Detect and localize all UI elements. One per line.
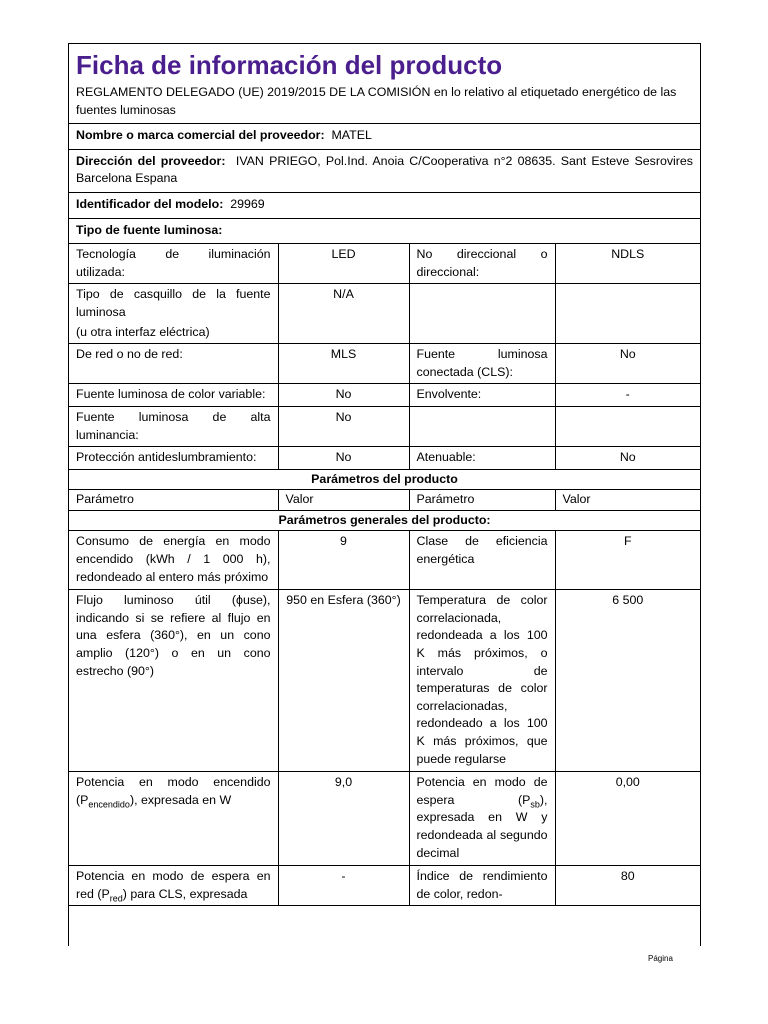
title-row — [69, 44, 700, 124]
general-row-label-2: Clase de eficiencia energética — [409, 531, 555, 590]
supplier-address-label: Dirección del proveedor: — [76, 153, 226, 168]
general-row-value-2: 6 500 — [555, 590, 700, 772]
source-row — [69, 406, 700, 446]
general-row-label-2: Potencia en modo de espera $(P_{sb})$, expresada en W y redondeada al segundo decimal — [409, 772, 555, 866]
source-row-value-2: No — [555, 344, 700, 384]
general-row-label-2: Temperatura de color correlacionada, redondeada a los 100 K más próximos, o intervalo de temperaturas de color correlacionadas, redondeado a los 100 K más próximos, que puede regularse — [409, 590, 555, 772]
source-row-value: No — [278, 447, 409, 470]
params-heading: Parámetros del producto — [69, 469, 700, 490]
source-row-label-2 — [409, 284, 555, 344]
page-title: Ficha de información del producto — [76, 50, 503, 80]
source-row-value-2 — [555, 406, 700, 446]
model-id-label: Identificador del modelo: — [76, 196, 224, 211]
source-row — [69, 447, 700, 470]
source-row-label-2 — [409, 406, 555, 446]
source-row-value: LED — [278, 244, 409, 284]
source-row-value: No — [278, 384, 409, 407]
source-row-value: N/A — [278, 284, 409, 344]
supplier-name-label: Nombre o marca comercial del proveedor: — [76, 128, 325, 143]
params-heading-row — [69, 469, 700, 490]
general-heading: Parámetros generales del producto: — [69, 510, 700, 531]
source-row-label: Fuente luminosa de alta luminancia: — [69, 406, 278, 446]
general-heading-row — [69, 510, 700, 531]
params-header-row — [69, 490, 700, 511]
general-row-value-2: 0,00 — [555, 772, 700, 866]
supplier-address-value: IVAN PRIEGO, Pol.Ind. Anoia C/Cooperativa n°2 08635. Sant Esteve Sesrovires Barcelona Espana — [76, 153, 693, 186]
general-row-value: 9,0 — [278, 772, 409, 866]
supplier-name-row — [69, 124, 700, 150]
general-row-label: Potencia en modo de espera en red $(P_{red})$ para CLS, expresada — [69, 866, 278, 906]
general-row-value-2: 80 — [555, 866, 700, 906]
params-header-parameter-2: Parámetro — [409, 490, 555, 511]
product-info-table — [69, 43, 700, 906]
source-type-heading: Tipo de fuente luminosa: — [69, 218, 700, 244]
source-row-value-2: No — [555, 447, 700, 470]
general-row — [69, 590, 700, 772]
source-row — [69, 384, 700, 407]
source-row-label — [69, 284, 278, 344]
params-header-parameter: Parámetro — [69, 490, 278, 511]
general-row — [69, 531, 700, 590]
regulation-text: REGLAMENTO DELEGADO (UE) 2019/2015 DE LA COMISIÓN en lo relativo al etiquetado energético de las fuentes luminosas — [76, 85, 677, 117]
source-row-value-2 — [555, 284, 700, 344]
general-row-label-2: Índice de rendimiento de color, redon- — [409, 866, 555, 906]
source-row-value: MLS — [278, 344, 409, 384]
params-header-value-2: Valor — [555, 490, 700, 511]
source-row — [69, 344, 700, 384]
source-row-label-2: Atenuable: — [409, 447, 555, 470]
source-row — [69, 244, 700, 284]
general-row-value: - — [278, 866, 409, 906]
source-row-value-2: - — [555, 384, 700, 407]
supplier-address-row — [69, 149, 700, 192]
general-row-label: Consumo de energía en modo encendido (kWh / 1 000 h), redondeado al entero más próximo — [69, 531, 278, 590]
params-header-value: Valor — [278, 490, 409, 511]
general-row-value: 950 en Esfera (360°) — [278, 590, 409, 772]
source-row-label-2: Fuente luminosa conectada (CLS): — [409, 344, 555, 384]
source-row-label-note: (u otra interfaz eléctrica) — [76, 324, 210, 339]
general-row — [69, 866, 700, 906]
general-row — [69, 772, 700, 866]
source-row-label: Fuente luminosa de color variable: — [69, 384, 278, 407]
general-row-label: Flujo luminoso útil (ϕuse), indicando si se refiere al flujo en una esfera (360°), en un cono amplio (120°) o en un cono estrecho (90°) — [69, 590, 278, 772]
model-id-row — [69, 192, 700, 218]
source-row — [69, 284, 700, 344]
source-row-label-2: Envolvente: — [409, 384, 555, 407]
general-row-value-2: F — [555, 531, 700, 590]
source-type-heading-row — [69, 218, 700, 244]
source-row-label: Protección antideslumbramiento: — [69, 447, 278, 470]
source-row-label: Tecnología de iluminación utilizada: — [69, 244, 278, 284]
page-footer: Página — [648, 954, 673, 963]
general-row-label: Potencia en modo encendido $(P_{encendido})$, expresada en W — [69, 772, 278, 866]
source-row-label-line: Tipo de casquillo de la fuente luminosa — [76, 287, 271, 319]
supplier-name-value: MATEL — [331, 128, 372, 143]
product-info-sheet — [68, 43, 701, 946]
model-id-value: 29969 — [230, 196, 265, 211]
source-row-value: No — [278, 406, 409, 446]
general-row-value: 9 — [278, 531, 409, 590]
source-row-label-2: No direccional o direccional: — [409, 244, 555, 284]
source-row-label: De red o no de red: — [69, 344, 278, 384]
source-row-value-2: NDLS — [555, 244, 700, 284]
